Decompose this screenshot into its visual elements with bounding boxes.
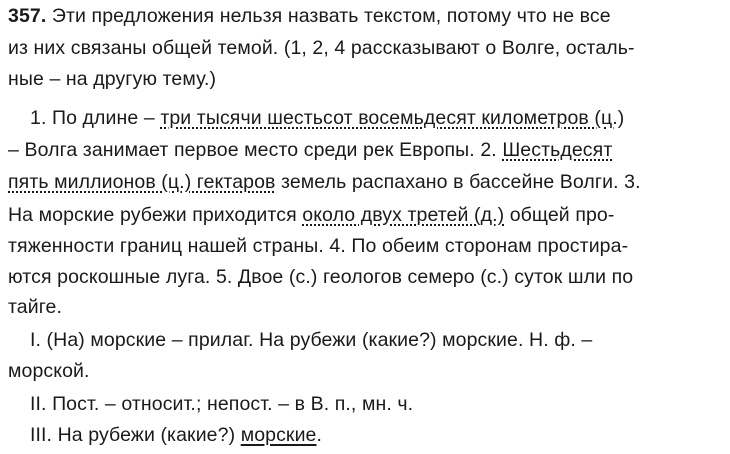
text-segment: На морские рубежи приходится bbox=[8, 204, 303, 226]
text-line-5: тяженности границ нашей страны. 4. По обеим сторонам простира- bbox=[8, 235, 629, 257]
analysis-line-3: II. Пост. – относит.; непост. – в В. п., мн. ч. bbox=[30, 393, 414, 415]
text-segment: – Волга занимает первое место среди рек Европы. 2. bbox=[8, 139, 503, 161]
analysis-line-1: I. (На) морские – прилаг. На рубежи (какие?) морские. Н. ф. – bbox=[30, 329, 593, 351]
text-line-3 bbox=[8, 170, 641, 194]
intro-line-3: ные – на другую тему.) bbox=[8, 68, 217, 90]
analysis-line-4 bbox=[30, 423, 322, 447]
intro-text: Эти предложения нельзя назвать текстом, потому что не все bbox=[51, 5, 611, 27]
intro-line-2: из них связаны общей темой. (1, 2, 4 рассказывают о Волге, осталь- bbox=[8, 37, 635, 59]
text-segment: . bbox=[316, 424, 323, 446]
text-line-2 bbox=[8, 138, 612, 162]
analysis-line-2: морской. bbox=[8, 360, 90, 382]
text-segment: общей про- bbox=[504, 204, 615, 226]
intro-line-1 bbox=[8, 4, 611, 28]
underlined-numeral: три тысячи шестьсот восемьдесят километров (ц.) bbox=[160, 107, 625, 129]
text-line-6: ются роскошные луга. 5. Двое (с.) геологов семеро (с.) суток шли по bbox=[8, 266, 634, 288]
underlined-numeral: около двух третей (д.) bbox=[302, 204, 505, 226]
text-segment: 1. По длине – bbox=[30, 107, 161, 129]
underlined-word: морские bbox=[240, 424, 317, 446]
text-segment: земель распахано в бассейне Волги. 3. bbox=[275, 171, 641, 193]
exercise-number: 357. bbox=[8, 5, 47, 27]
text-line-7: тайге. bbox=[8, 296, 62, 318]
underlined-numeral: Шестьдесят bbox=[502, 139, 613, 161]
underlined-numeral: пять миллионов (ц.) гектаров bbox=[8, 171, 276, 193]
text-line-4 bbox=[8, 203, 614, 227]
text-line-1 bbox=[30, 106, 624, 130]
text-segment: III. На рубежи (какие?) bbox=[30, 424, 241, 446]
